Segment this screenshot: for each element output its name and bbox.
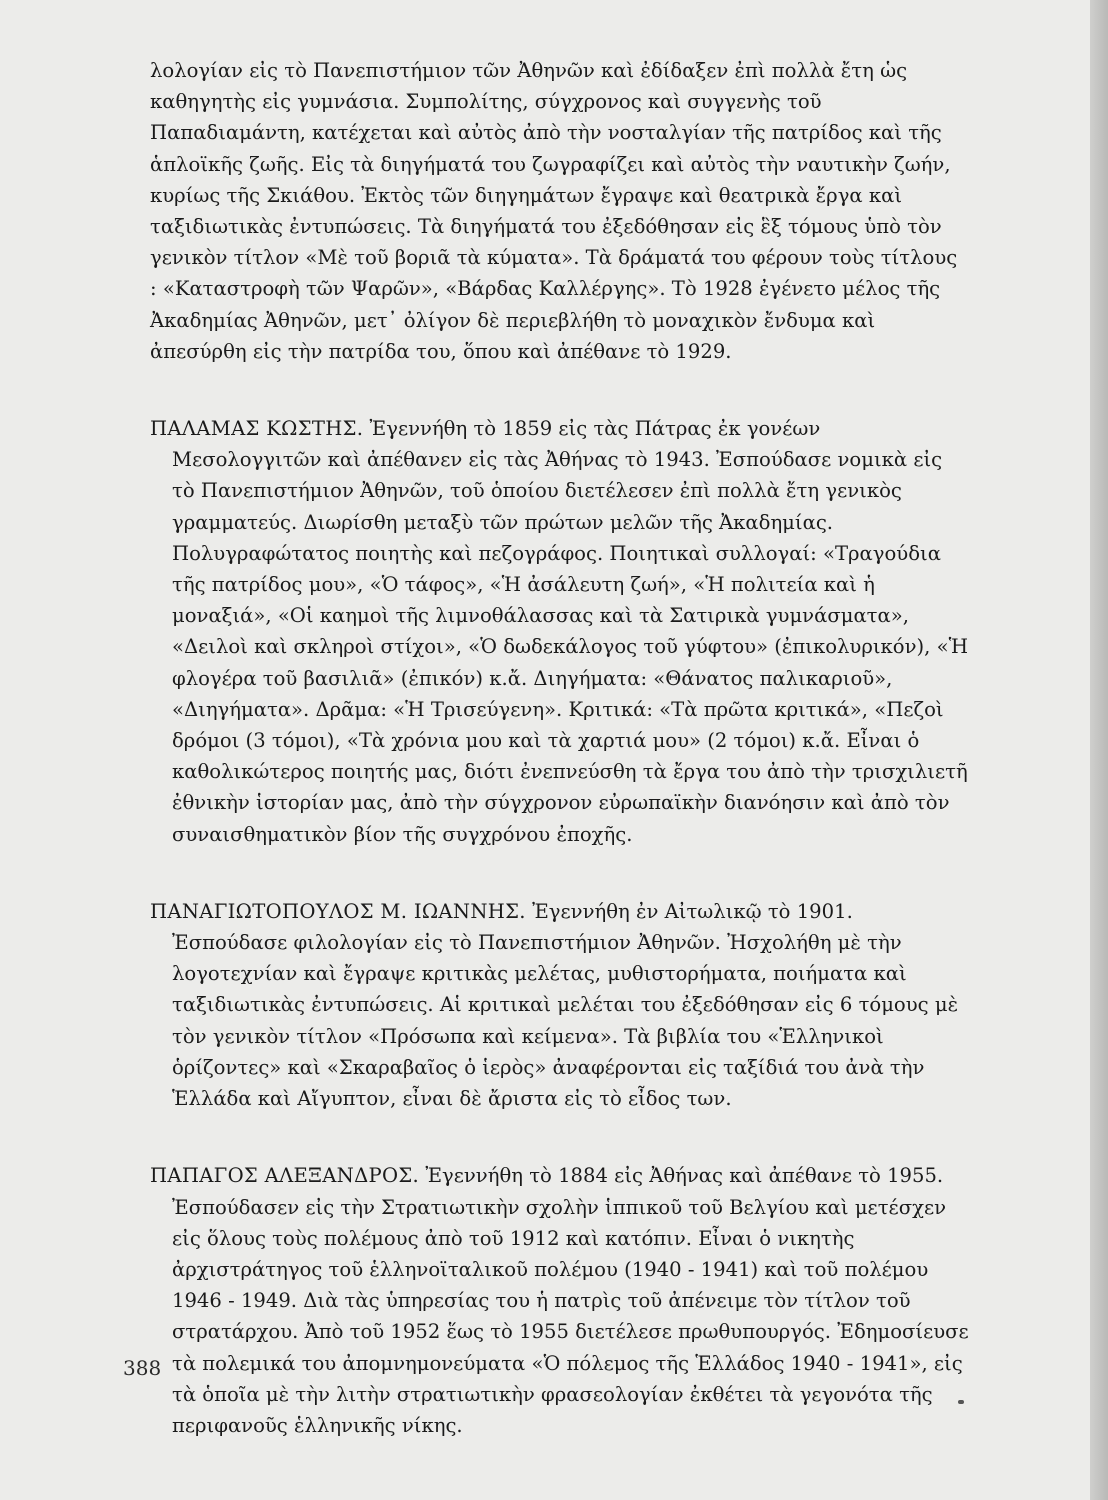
- entry-panagiotopoulos: [150, 896, 970, 1114]
- entry-name: ΠΑΝΑΓΙΩΤΟΠΟΥΛΟΣ Μ. ΙΩΑΝΝΗΣ.: [150, 899, 526, 923]
- page-edge: [1090, 0, 1108, 1500]
- entry-text: Ἐγεννήθη τὸ 1859 εἰς τὰς Πάτρας ἐκ γονέων Μεσολογγιτῶν καὶ ἀπέθανεν εἰς τὰς Ἀθήνας τὸ 1943. Ἐσπούδασε νομικὰ εἰς τὸ Πανεπιστήμιον Ἀθηνῶν, τοῦ ὁποίου διετέλεσεν ἐπὶ πολλὰ ἔτη γενικὸς γραμματεύς. Διωρίσθη μεταξὺ τῶν πρώτων μελῶν τῆς Ἀκαδημίας. Πολυγραφώτατος ποιητὴς καὶ πεζογράφος. Ποιητικαὶ συλλογαί: «Τραγούδια τῆς πατρίδος μου», «Ὁ τάφος», «Ἡ ἀσάλευτη ζωή», «Ἡ πολιτεία καὶ ἡ μοναξιά», «Οἱ καημοὶ τῆς λιμνοθάλασσας καὶ τὰ Σατιρικὰ γυμνάσματα», «Δειλοὶ καὶ σκληροὶ στίχοι», «Ὁ δωδεκάλογος τοῦ γύφτου» (ἐπικολυρικόν), «Ἡ φλογέρα τοῦ βασιλιᾶ» (ἐπικόν) κ.ἄ. Διηγήματα: «Θάνατος παλικαριοῦ», «Διηγήματα». Δρᾶμα: «Ἡ Τρισεύγενη». Κριτικά: «Τὰ πρῶτα κριτικά», «Πεζοὶ δρόμοι (3 τόμοι), «Τὰ χρόνια μου καὶ τὰ χαρτιά μου» (2 τόμοι) κ.ἄ. Εἶναι ὁ καθολικώτερος ποιητής μας, διότι ἐνεπνεύσθη τὰ ἔργα του ἀπὸ τὴν τρισχιλιετῆ ἐθνικὴν ἱστορίαν μας, ἀπὸ τὴν σύγχρονον εὐρωπαϊκὴν διανόησιν καὶ ἀπὸ τὸν συναισθηματικὸν βίον τῆς συγχρόνου ἐποχῆς.: [172, 417, 969, 846]
- entry-text: Ἐγεννήθη τὸ 1884 εἰς Ἀθήνας καὶ ἀπέθανε τὸ 1955. Ἐσπούδασεν εἰς τὴν Στρατιωτικὴν σχολὴν ἱππικοῦ τοῦ Βελγίου καὶ μετέσχεν εἰς ὅλους τοὺς πολέμους ἀπὸ τοῦ 1912 καὶ κατόπιν. Εἶναι ὁ νικητὴς ἀρχιστράτηγος τοῦ ἑλληνοϊταλικοῦ πολέμου (1940 - 1941) καὶ τοῦ πολέμου 1946 - 1949. Διὰ τὰς ὑπηρεσίας του ἡ πατρὶς τοῦ ἀπένειμε τὸν τίτλον τοῦ στρατάρχου. Ἀπὸ τοῦ 1952 ἕως τὸ 1955 διετέλεσε πρωθυπουργός. Ἐδημοσίευσε τὰ πολεμικά του ἀπομνημονεύματα «Ὁ πόλεμος τῆς Ἑλλάδος 1940 - 1941», εἰς τὰ ὁποῖα μὲ τὴν λιτὴν στρατιωτικὴν φρασεολογίαν ἐκθέτει τὰ γεγονότα τῆς περιφανοῦς ἑλληνικῆς νίκης.: [172, 1164, 969, 1437]
- entry-papagos: [150, 1160, 970, 1441]
- entry-text: Ἐγεννήθη ἐν Αἰτωλικῷ τὸ 1901. Ἐσπούδασε φιλολογίαν εἰς τὸ Πανεπιστήμιον Ἀθηνῶν. Ἠσχολήθη μὲ τὴν λογοτεχνίαν καὶ ἔγραψε κριτικὰς μελέτας, μυθιστορήματα, ποιήματα καὶ ταξιδιωτικὰς ἐντυπώσεις. Αἱ κριτικαὶ μελέται του ἐξεδόθησαν εἰς 6 τόμους μὲ τὸν γενικὸν τίτλον «Πρόσωπα καὶ κείμενα». Τὰ βιβλία του «Ἑλληνικοὶ ὁρίζοντες» καὶ «Σκαραβαῖος ὁ ἱερὸς» ἀναφέρονται εἰς ταξίδιά του ἀνὰ τὴν Ἑλλάδα καὶ Αἴγυπτον, εἶναι δὲ ἄριστα εἰς τὸ εἶδος των.: [172, 899, 959, 1111]
- page-number: 388: [123, 1356, 162, 1380]
- entry-name: ΠΑΠΑΓΟΣ ΑΛΕΞΑΝΔΡΟΣ.: [150, 1164, 420, 1188]
- entry-palamas: [150, 413, 970, 850]
- body-text: [150, 55, 970, 1441]
- ink-speck: [958, 1400, 964, 1404]
- intro-paragraph: λολογίαν εἰς τὸ Πανεπιστήμιον τῶν Ἀθηνῶν καὶ ἐδίδαξεν ἐπὶ πολλὰ ἔτη ὡς καθηγητὴς εἰς γυμνάσια. Συμπολίτης, σύγχρονος καὶ συγγενὴς τοῦ Παπαδιαμάντη, κατέχεται καὶ αὐτὸς ἀπὸ τὴν νοσταλγίαν τῆς πατρίδος καὶ τῆς ἁπλοϊκῆς ζωῆς. Εἰς τὰ διηγήματά του ζωγραφίζει καὶ αὐτὸς τὴν ναυτικὴν ζωήν, κυρίως τῆς Σκιάθου. Ἐκτὸς τῶν διηγημάτων ἔγραψε καὶ θεατρικὰ ἔργα καὶ ταξιδιωτικὰς ἐντυπώσεις. Τὰ διηγήματά του ἐξεδόθησαν εἰς ἓξ τόμους ὑπὸ τὸν γενικὸν τίτλον «Μὲ τοῦ βοριᾶ τὰ κύματα». Τὰ δράματά του φέρουν τοὺς τίτλους : «Καταστροφὴ τῶν Ψαρῶν», «Βάρδας Καλλέργης». Τὸ 1928 ἐγένετο μέλος τῆς Ἀκαδημίας Ἀθηνῶν, μετ᾽ ὀλίγον δὲ περιεβλήθη τὸ μοναχικὸν ἔνδυμα καὶ ἀπεσύρθη εἰς τὴν πατρίδα του, ὅπου καὶ ἀπέθανε τὸ 1929.: [150, 59, 958, 363]
- entry-name: ΠΑΛΑΜΑΣ ΚΩΣΤΗΣ.: [150, 417, 364, 441]
